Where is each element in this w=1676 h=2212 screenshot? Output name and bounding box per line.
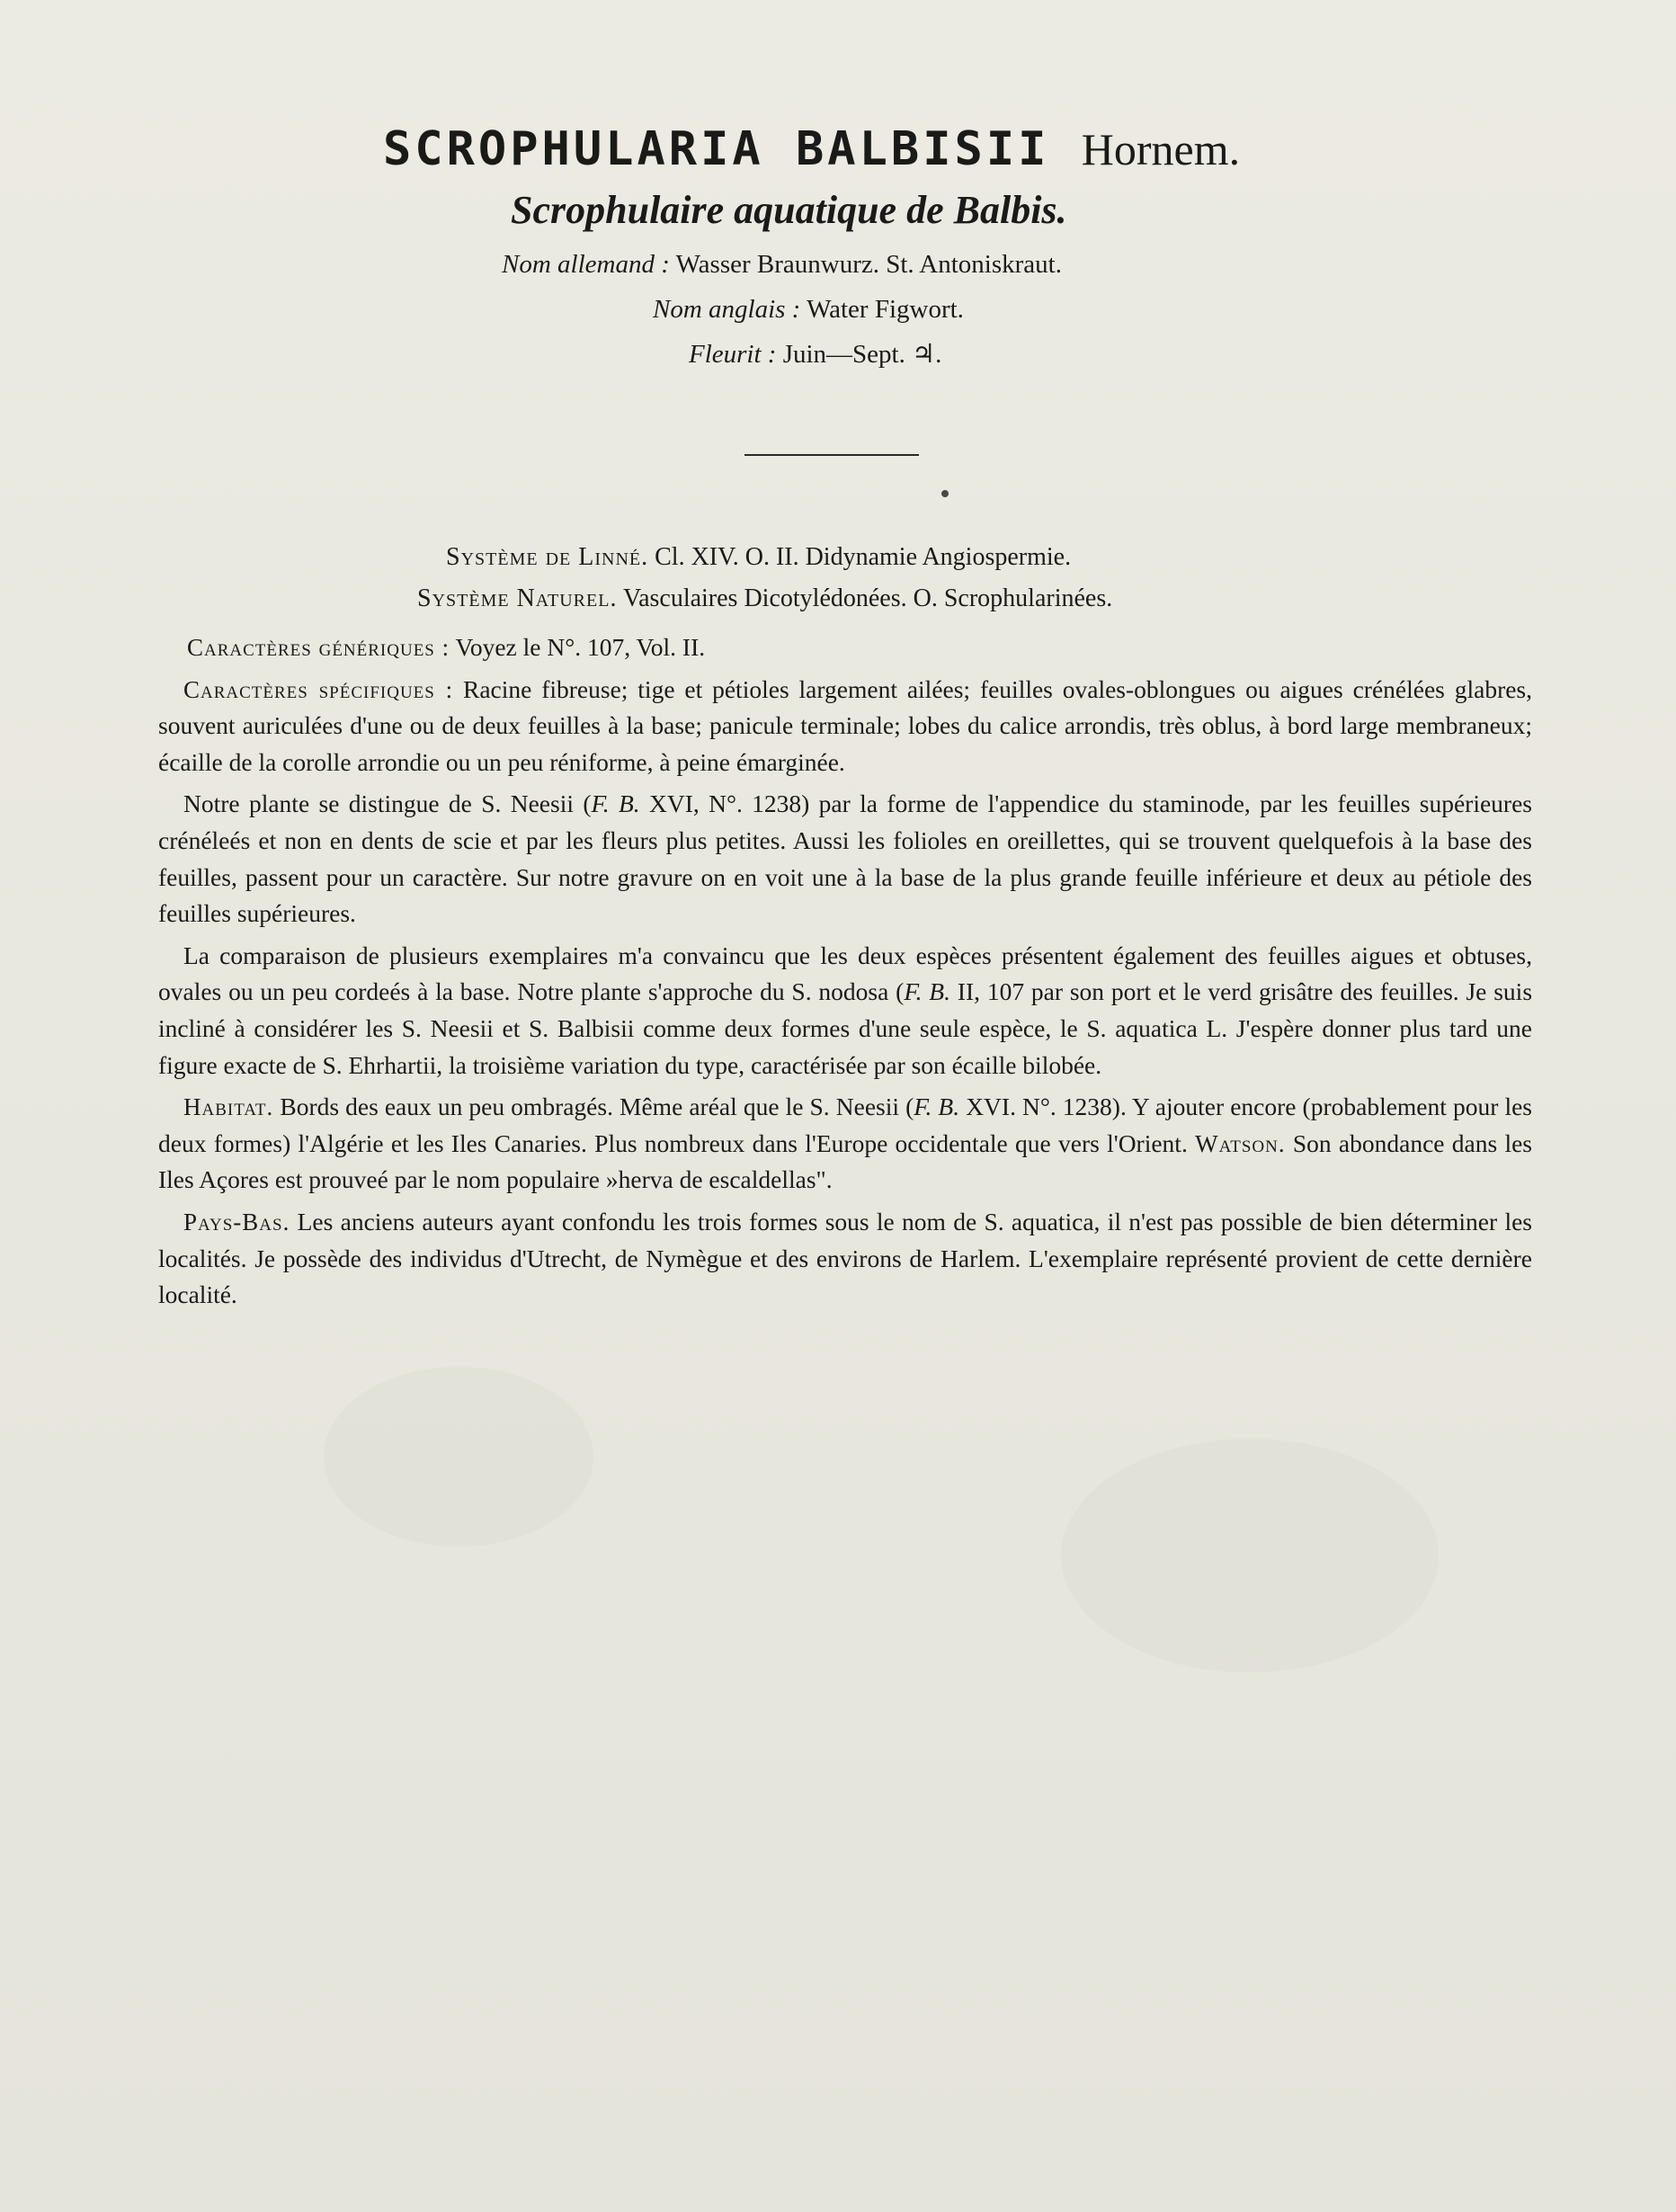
english-label: Nom anglais :	[653, 295, 801, 324]
description-body	[158, 629, 1532, 1319]
specific-value: Racine fibreuse; tige et pétioles largement ailées; feuilles ovales-oblongues ou aigues crénélées glabres, souvent auriculées d'une ou de deux feuilles à la base; panicule terminale; lobes du calice arrondis, très oblus, à bord large membraneux; écaille de la corolle arrondie ou un peu réniforme, à peine émarginée.	[158, 674, 1533, 776]
flowering-label: Fleurit :	[689, 340, 777, 369]
english-value: Water Figwort.	[807, 295, 964, 324]
naturel-value: Vasculaires Dicotylédonées. O. Scrophularinées.	[622, 584, 1113, 612]
habitat-label: Habitat.	[183, 1093, 274, 1121]
paragraph-pays-bas: Pays-Bas. Les anciens auteurs ayant confondu les trois formes sous le nom de S. aquatica, il n'est pas possible de bien déterminer les localités. Je possède des individus d'Utrecht, de Nymègue et des environs de Harlem. L'exemplaire représenté provient de cette dernière localité.	[158, 1207, 1533, 1309]
divider-rule	[744, 454, 919, 456]
german-label: Nom allemand :	[502, 250, 670, 279]
generic-value: Voyez le N°. 107, Vol. II.	[455, 633, 706, 661]
english-name-line	[653, 295, 964, 325]
generic-label: Caractères génériques :	[187, 634, 450, 661]
flowering-line	[689, 338, 941, 370]
divider-dot	[941, 490, 949, 497]
title-author: Hornem.	[1081, 124, 1241, 174]
generic-characters	[158, 629, 1532, 666]
paper-stain	[1061, 1439, 1439, 1672]
paysbas-label: Pays-Bas.	[183, 1208, 290, 1235]
paper-stain	[324, 1367, 593, 1547]
linne-label: Système de Linné.	[446, 543, 649, 571]
linne-value: Cl. XIV. O. II. Didynamie Angiospermie.	[655, 543, 1072, 571]
naturel-label: Système Naturel.	[417, 584, 618, 612]
paragraph-distinction: Notre plante se distingue de S. Neesii (F. B. XVI, N°. 1238) par la forme de l'appendice du staminode, par les feuilles supérieures crénéleés et non en dents de scie et par les fleurs plus petites. Aussi les folioles en oreillettes, qui se trouvent quelquefois à la base des feuilles, passent pour un caractère. Sur notre gravure on en voit une à la base de la plus grande feuille inférieure et deux au pétiole des feuilles supérieures.	[158, 789, 1532, 928]
paragraph-habitat: Habitat. Bords des eaux un peu ombragés. Même aréal que le S. Neesii (F. B. XVI. N°. 1238). Y ajouter encore (probablement pour les deux formes) l'Algérie et les Iles Canaries. Plus nombreux dans l'Europe occidentale que vers l'Orient. Watson. Son abondance dans les Iles Açores est prouveé par le nom populaire »herva de escaldellas".	[158, 1093, 1533, 1194]
french-name: Scrophulaire aquatique de Balbis.	[511, 188, 1067, 232]
linne-system-line	[446, 543, 1071, 572]
specific-characters	[158, 672, 1532, 781]
german-name-line	[502, 250, 1062, 280]
paragraph-comparison: La comparaison de plusieurs exemplaires m'a convaincu que les deux espèces présentent également des feuilles aigues et obtuses, ovales ou un peu cordeés à la base. Notre plante s'approche du S. nodosa (F. B. II, 107 par son port et le verd grisâtre des feuilles. Je suis incliné à considérer les S. Neesii et S. Balbisii comme deux formes d'une seule espèce, le S. aquatica L. J'espère donner plus tard une figure exacte de S. Ehrhartii, la troisième variation du type, caractérisée par son écaille bilobée.	[158, 941, 1533, 1079]
flowering-value: Juin—Sept. ♃.	[782, 340, 942, 369]
specific-label: Caractères spécifiques :	[183, 675, 454, 703]
title-genus: SCROPHULARIA BALBISII	[383, 122, 1050, 176]
species-title	[383, 122, 1318, 176]
german-value: Wasser Braunwurz. St. Antoniskraut.	[675, 250, 1062, 279]
natural-system-line	[417, 584, 1112, 613]
